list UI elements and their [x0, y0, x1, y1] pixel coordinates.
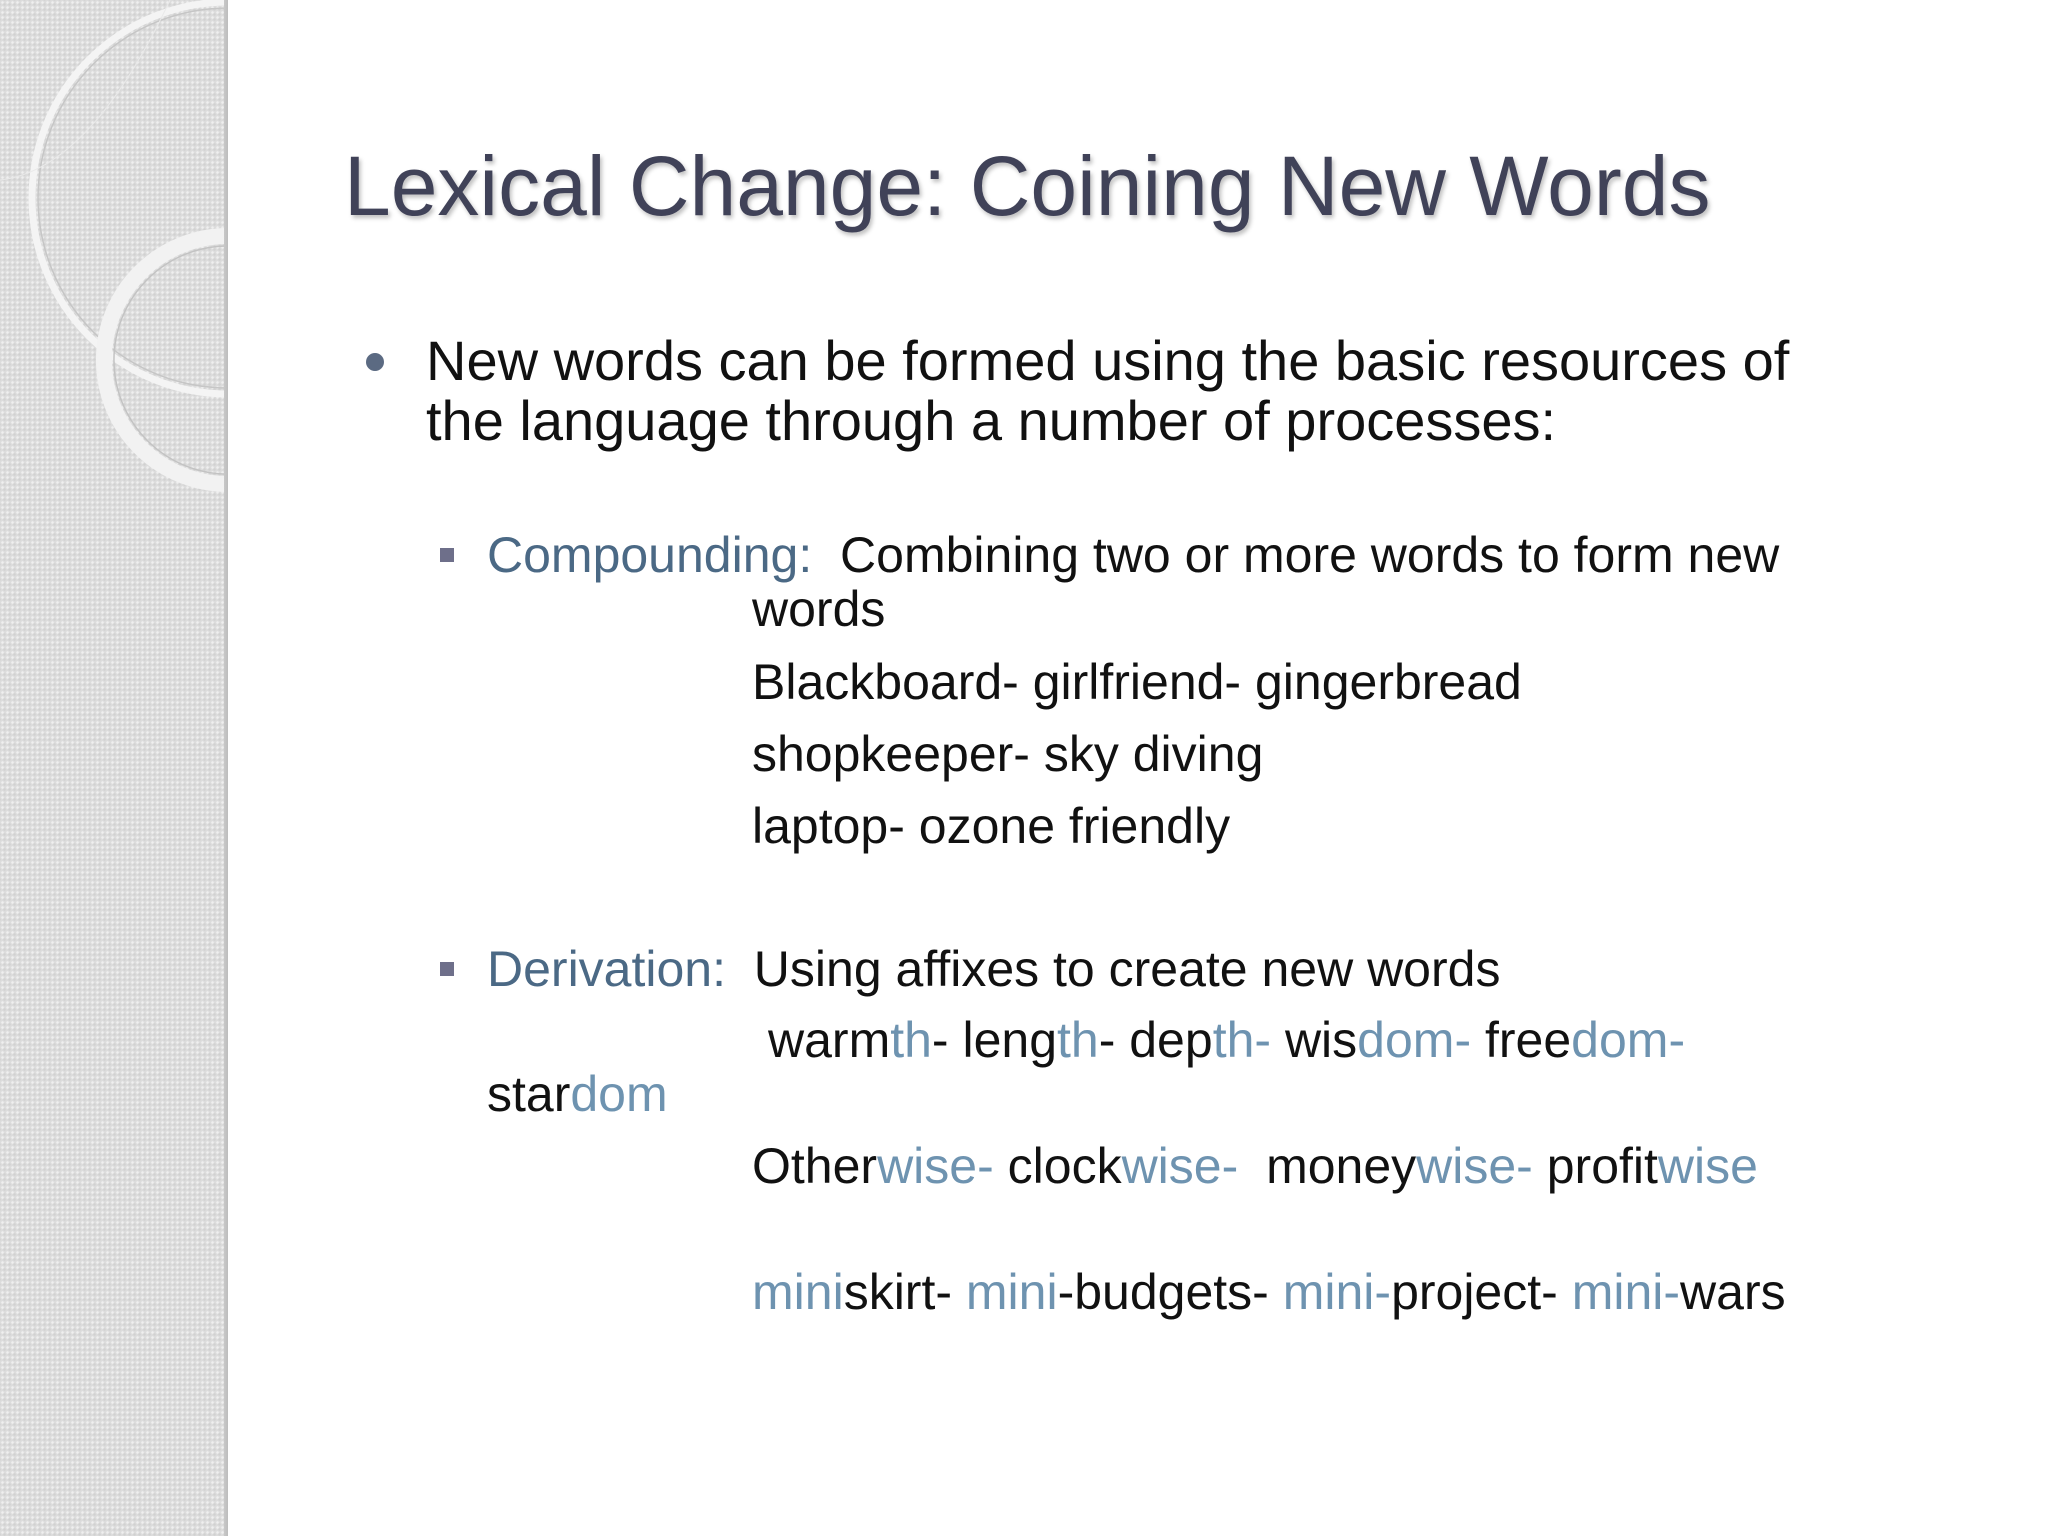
word-separator [1271, 1012, 1285, 1068]
word-base: clock [1007, 1138, 1122, 1194]
word-separator [1471, 1012, 1485, 1068]
slide-title: Lexical Change: Coining New Words [344, 139, 1711, 233]
word-base: free [1485, 1012, 1572, 1068]
compounding-label: Compounding: [487, 527, 813, 583]
sub-bullet-derivation [440, 962, 454, 976]
word-affix: mini- [1282, 1264, 1392, 1320]
word-base: Other [752, 1138, 878, 1194]
intro-line-2: the language through a number of processes: [426, 389, 1557, 452]
intro-line-1: New words can be formed using the basic resources of [426, 329, 1790, 392]
derivation-row-3 [752, 1265, 1786, 1319]
word-separator [994, 1138, 1008, 1194]
word-separator [1533, 1138, 1547, 1194]
sidebar-edge [224, 0, 228, 1536]
derivation-label: Derivation: [487, 941, 726, 997]
derivation-row-2 [752, 1139, 1758, 1193]
compounding-desc: Combining two or more words to form new [840, 527, 1780, 583]
word-affix: dom- [1357, 1012, 1472, 1068]
compounding-example-1: Blackboard- girlfriend- gingerbread [752, 654, 1522, 710]
word-separator [1238, 1138, 1266, 1194]
decorative-sidebar [0, 0, 228, 1536]
word-separator [1269, 1264, 1283, 1320]
decorative-circles [0, 0, 228, 520]
word-affix: wise- [1416, 1138, 1533, 1194]
word-separator: - [931, 1012, 963, 1068]
compounding-example-2: shopkeeper- sky diving [752, 726, 1264, 782]
word-affix: th- [1212, 1012, 1272, 1068]
word-base: wars [1680, 1264, 1786, 1320]
word-affix: mini [965, 1264, 1058, 1320]
word-base: money [1266, 1138, 1417, 1194]
word-base: leng [962, 1012, 1057, 1068]
word-affix: dom [570, 1066, 668, 1122]
compounding-line [487, 528, 1779, 582]
word-base: -budgets- [1057, 1264, 1269, 1320]
word-base: skirt- [843, 1264, 952, 1320]
bullet-dot [366, 353, 384, 371]
word-affix: th [1057, 1012, 1099, 1068]
word-base: profit [1546, 1138, 1658, 1194]
word-base: project- [1391, 1264, 1558, 1320]
word-separator: - [1098, 1012, 1130, 1068]
word-affix: wise- [877, 1138, 994, 1194]
word-affix: dom- [1571, 1012, 1686, 1068]
derivation-row-1 [768, 1013, 1685, 1067]
word-affix: wise- [1121, 1138, 1239, 1194]
sub-bullet-compounding [440, 548, 454, 562]
word-separator [1558, 1264, 1572, 1320]
compounding-desc-wrap: words [752, 581, 886, 637]
word-base: warm [768, 1012, 891, 1068]
derivation-line [487, 942, 1500, 996]
word-separator [952, 1264, 966, 1320]
word-affix: mini [752, 1264, 844, 1320]
word-base: dep [1129, 1012, 1213, 1068]
word-base: wis [1284, 1012, 1358, 1068]
word-affix: wise [1657, 1138, 1758, 1194]
word-base: star [487, 1066, 571, 1122]
word-affix: th [890, 1012, 932, 1068]
derivation-desc: Using affixes to create new words [753, 941, 1501, 997]
compounding-example-3: laptop- ozone friendly [752, 798, 1231, 854]
word-affix: mini- [1571, 1264, 1681, 1320]
derivation-row-1-wrap [487, 1067, 668, 1121]
